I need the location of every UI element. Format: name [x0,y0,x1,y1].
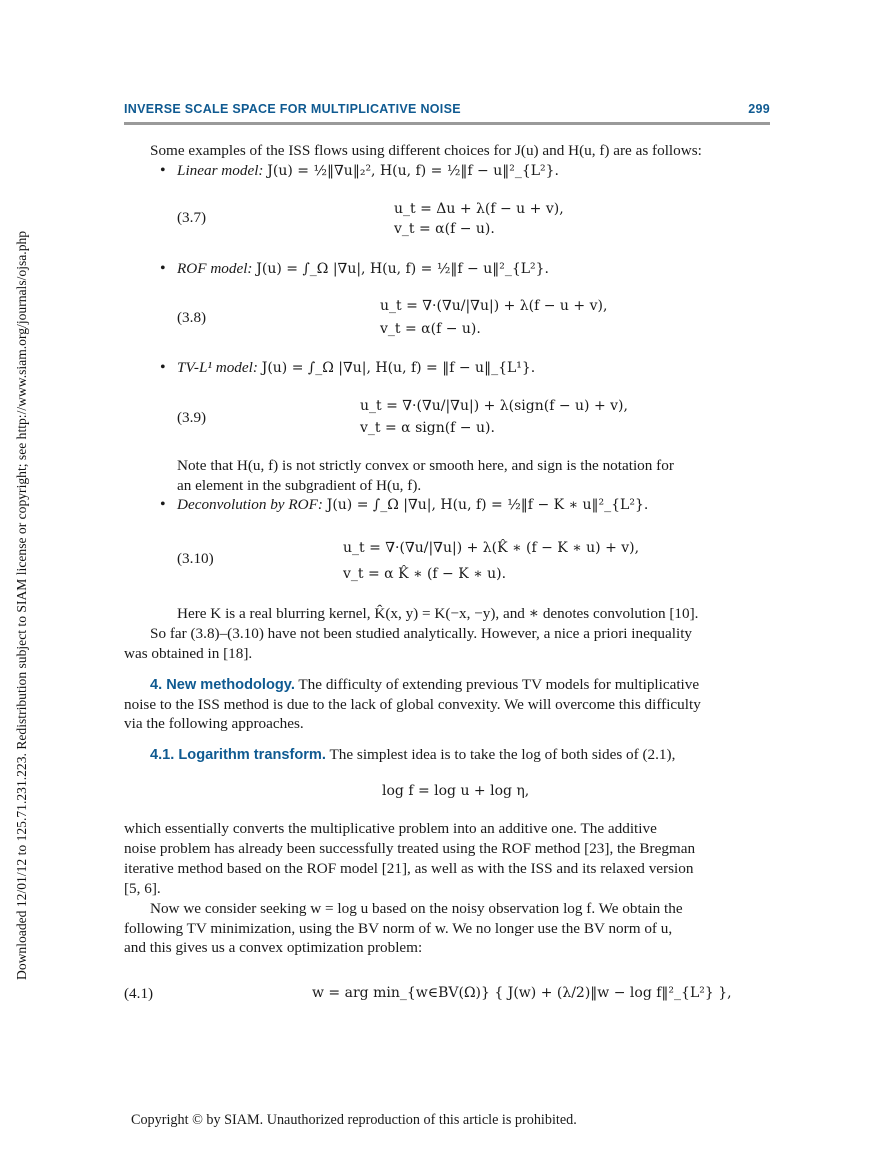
bullet-label: TV-L¹ model: [177,359,258,376]
equation-line: v_t = α sign(f − u). [360,420,495,436]
equation-line: v_t = α(f − u). [394,221,495,237]
equation-line: u_t = ∇·(∇u/|∇u|) + λ(sign(f − u) + v), [360,398,628,414]
display-equation: log f = log u + log η, [382,783,530,799]
bullet-definition: J(u) = ∫_Ω |∇u|, H(u, f) = ½‖f − K ∗ u‖²_{L²}. [326,497,649,513]
equation-line: v_t = α K̂ ∗ (f − K ∗ u). [343,566,507,582]
equation-number: (3.8) [177,309,207,326]
body-line: following TV minimization, using the BV norm of w. We no longer use the BV norm of u, [124,920,673,937]
equation-number: (3.10) [177,550,214,567]
section-heading: 4. New methodology. [150,677,295,693]
body-line: So far (3.8)–(3.10) have not been studied analytically. However, a nice a priori inequality [150,625,693,642]
equation-number: (3.7) [177,209,207,226]
body-line: The simplest idea is to take the log of both sides of (2.1), [329,746,676,763]
body-line: and this gives us a convex optimization problem: [124,939,423,956]
body-line: Now we consider seeking w = log u based on the noisy observation log f. We obtain the [150,900,683,917]
bullet-label: Linear model: [177,162,264,179]
body-line: iterative method based on the ROF model [21], as well as with the ISS and its relaxed version [124,860,694,877]
equation-number: (4.1) [124,985,154,1002]
display-equation: w = arg min_{w∈BV(Ω)} { J(w) + (λ/2)‖w − log f‖²_{L²} }, [312,985,732,1001]
body-line: noise to the ISS method is due to the lack of global convexity. We will overcome this difficulty [124,696,701,713]
equation-number: (3.9) [177,409,207,426]
equation-line: u_t = ∇·(∇u/|∇u|) + λ(f − u + v), [380,298,608,314]
body-line: The difficulty of extending previous TV models for multiplicative [298,676,700,693]
intro-text: Some examples of the ISS flows using different choices for J(u) and H(u, f) are as follows: [150,142,702,159]
section-4-first-line [150,677,699,693]
body-line: [5, 6]. [124,880,161,897]
copyright-footer: Copyright © by SIAM. Unauthorized reproduction of this article is prohibited. [131,1112,577,1128]
body-line: which essentially converts the multiplicative problem into an additive one. The additive [124,820,657,837]
bullet-dot: • [160,162,166,179]
body-line: was obtained in [18]. [124,645,253,662]
note-line: Note that H(u, f) is not strictly convex or smooth here, and sign is the notation for [177,457,674,474]
bullet-tvl1-model [177,360,535,375]
subsection-heading: 4.1. Logarithm transform. [150,747,326,763]
note-line: an element in the subgradient of H(u, f). [177,477,422,494]
body-line: noise problem has already been successfully treated using the ROF method [23], the Bregman [124,840,696,857]
running-header [124,100,770,125]
bullet-definition: J(u) = ½‖∇u‖₂², H(u, f) = ½‖f − u‖²_{L²}. [267,163,559,179]
bullet-dot: • [160,359,166,376]
section-41-first-line [150,747,675,763]
bullet-definition: J(u) = ∫_Ω |∇u|, H(u, f) = ‖f − u‖_{L¹}. [261,360,536,376]
equation-line: u_t = Δu + λ(f − u + v), [394,201,564,217]
body-line: via the following approaches. [124,715,304,732]
bullet-label: ROF model: [177,260,253,277]
bullet-rof-model [177,261,549,276]
bullet-linear-model [177,163,559,178]
kernel-text: Here K is a real blurring kernel, K̂(x, y) = K(−x, −y), and ∗ denotes convolution [10]. [177,605,699,622]
equation-line: v_t = α(f − u). [380,321,481,337]
running-title: INVERSE SCALE SPACE FOR MULTIPLICATIVE NOISE [124,102,461,116]
download-notice-text: Downloaded 12/01/12 to 125.71.231.223. Redistribution subject to SIAM license or copyright; see http://www.siam.org/journals/ojsa.php [14,230,29,980]
bullet-dot: • [160,260,166,277]
bullet-deconvolution [177,497,648,512]
bullet-definition: J(u) = ∫_Ω |∇u|, H(u, f) = ½‖f − u‖²_{L²}. [256,261,550,277]
bullet-dot: • [160,496,166,513]
equation-line: u_t = ∇·(∇u/|∇u|) + λ(K̂ ∗ (f − K ∗ u) + v), [343,540,640,556]
page-number: 299 [748,102,770,116]
bullet-label: Deconvolution by ROF: [177,496,323,513]
